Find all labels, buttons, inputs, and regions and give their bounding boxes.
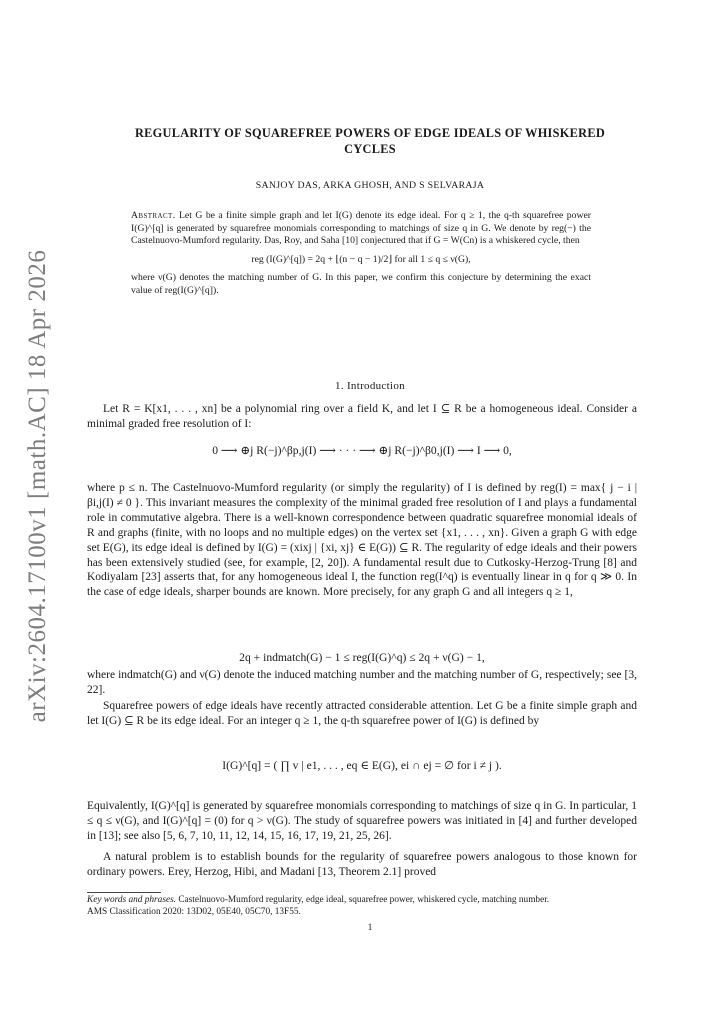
body-paragraph-4: Squarefree powers of edge ideals have recently attracted considerable attention. Let G be a finite simple graph and let I(G) ⊆ R be its edge ideal. For an integer q ≥ 1, the q-th squarefree power of I(G) is defined by (87, 700, 637, 727)
regularity-inequality: 2q + indmatch(G) − 1 ≤ reg(I(G)^q) ≤ 2q + ν(G) − 1, (239, 651, 485, 664)
body-paragraph-3: where indmatch(G) and ν(G) denote the induced matching number and the matching number of G, respectively; see [3, 22]. (87, 669, 637, 696)
body-paragraph-2: where p ≤ n. The Castelnuovo-Mumford regularity (or simply the regularity) of I is defined by reg(I) = max{ j − i | βi,j(I) ≠ 0 }. This invariant measures the complexity of the minimal graded free resolution of I and plays a fundamental role in commutative algebra. There is a well-known correspondence between quadratic squarefree monomial ideals of R and graphs (finite, with no loops and no multiple edges) on the vertex set {x1, . . . , xn}. Given a graph G with edge set E(G), its edge ideal is defined by I(G) = (xixj | {xi, xj} ∈ E(G)) ⊆ R. The regularity of edge ideals and their powers has been extensively studied (see, for example, [2, 20]). A fundamental result due to Cutkosky-Herzog-Trung [8] and Kodiyalam [23] asserts that, for any homogeneous ideal I, the function reg(I^q) is eventually linear in q for q ≫ 0. In the case of edge ideals, sharper bounds are known. More precisely, for any graph G and all integers q ≥ 1, (87, 482, 637, 599)
title-line-1: REGULARITY OF SQUAREFREE POWERS OF EDGE IDEALS OF WHISKERED (134, 126, 606, 140)
abstract-text: Let G be a finite simple graph and let I(G) denote its edge ideal. For q ≥ 1, the q-th squarefree power I(G)^[q] is generated by squarefree monomials corresponding to matchings of size q in G. We denote by reg(−) the Castelnuovo-Mumford regularity. Das, Roy, and Saha [10] conjectured that if G = W(Cn) is a whiskered cycle, then (131, 210, 592, 247)
body-paragraph-5: Equivalently, I(G)^[q] is generated by squarefree monomials corresponding to matchings of size q in G. In particular, 1 ≤ q ≤ ν(G), and I(G)^[q] = (0) for q > ν(G). The study of squarefree powers was initiated in [4] and further developed in [13]; see also [5, 6, 7, 10, 11, 12, 14, 15, 16, 17, 19, 21, 25, 26]. (87, 800, 637, 842)
abstract (131, 210, 591, 298)
page-number: 1 (367, 923, 373, 933)
squarefree-power-definition: I(G)^[q] = ( ∏ v | e1, . . . , eq ∈ E(G), ei ∩ ej = ∅ for i ≠ j ). (222, 759, 502, 772)
msc-line: AMS Classification 2020: 13D02, 05E40, 05C70, 13F55. (87, 907, 301, 917)
title-line-2: CYCLES (344, 142, 396, 156)
section-heading: 1. Introduction (335, 380, 405, 392)
abstract-formula: reg (I(G)^[q]) = 2q + ⌊(n − q − 1)/2⌋ for all 1 ≤ q ≤ ν(G), (251, 253, 471, 265)
keywords-line (87, 894, 637, 906)
abstract-p2: where ν(G) denotes the matching number of G. In this paper, we confirm this conjecture by determining the exact value of reg(I(G)^[q]). (131, 272, 591, 296)
footnote-rule (87, 892, 161, 893)
body-paragraph-1: Let R = K[x1, . . . , xn] be a polynomial ring over a field K, and let I ⊆ R be a homogeneous ideal. Consider a minimal graded free resolution of I: (87, 403, 637, 430)
footnote (87, 894, 637, 918)
abstract-heading: Abstract. (131, 210, 176, 221)
body-paragraph-6: A natural problem is to establish bounds for the regularity of squarefree powers analogous to those known for ordinary powers. Erey, Herzog, Hibi, and Madani [13, Theorem 2.1] proved (87, 851, 637, 878)
authors: SANJOY DAS, ARKA GHOSH, AND S SELVARAJA (255, 180, 485, 191)
keywords-label: Key words and phrases. (87, 895, 177, 905)
resolution-display: 0 ⟶ ⊕j R(−j)^βp,j(I) ⟶ · · · ⟶ ⊕j R(−j)^β0,j(I) ⟶ I ⟶ 0, (212, 444, 512, 457)
abstract-p1 (131, 210, 591, 248)
arxiv-side-stamp: arXiv:2604.17100v1 [math.AC] 18 Apr 2026 (24, 249, 51, 723)
keywords-text: Castelnuovo-Mumford regularity, edge ideal, squarefree power, whiskered cycle, matching number. (178, 895, 550, 905)
paper-title (85, 125, 655, 157)
